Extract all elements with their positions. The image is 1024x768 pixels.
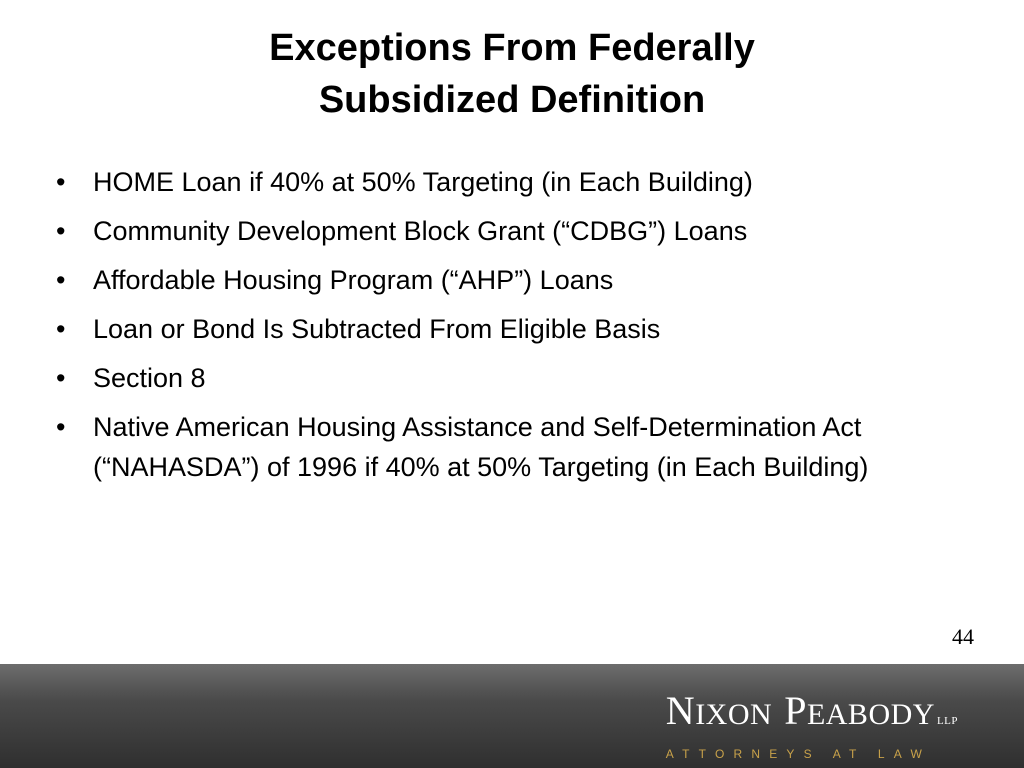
firm-name-initial-p: P <box>784 688 807 733</box>
bullet-text: Native American Housing Assistance and Self-Determination Act (“NAHASDA”) of 1996 if 40% at 50% Targeting (in Each Building) <box>93 412 869 482</box>
page-number: 44 <box>952 624 974 649</box>
bullet-marker: • <box>56 216 66 246</box>
bullet-text: Affordable Housing Program (“AHP”) Loans <box>93 265 614 295</box>
firm-name-llp: LLP <box>936 715 958 727</box>
bullet-item <box>56 309 956 349</box>
firm-name-ixon: IXON <box>695 698 773 731</box>
bullet-text: Section 8 <box>93 363 206 393</box>
firm-name-eabody: EABODY <box>806 698 935 731</box>
bullet-item <box>56 211 956 251</box>
bullet-marker: • <box>56 167 66 197</box>
bullet-item <box>56 260 956 300</box>
bullet-marker: • <box>56 265 66 295</box>
footer-band <box>0 664 1024 768</box>
slide-title-line-2: Subsidized Definition <box>318 79 706 121</box>
bullet-text: HOME Loan if 40% at 50% Targeting (in Each Building) <box>93 167 753 197</box>
bullet-list <box>56 162 956 496</box>
firm-tagline: ATTORNEYS AT LAW <box>665 747 932 761</box>
bullet-marker: • <box>56 412 66 442</box>
bullet-text: Community Development Block Grant (“CDBG”) Loans <box>93 216 748 246</box>
firm-name-initial-n: N <box>665 688 696 733</box>
bullet-item <box>56 162 956 202</box>
bullet-item <box>56 407 956 487</box>
firm-name <box>666 689 958 743</box>
bullet-marker: • <box>56 314 66 344</box>
bullet-item <box>56 358 956 398</box>
firm-logo <box>666 689 958 761</box>
slide-title <box>0 22 1024 126</box>
slide-title-line-1: Exceptions From Federally <box>269 27 755 69</box>
bullet-text: Loan or Bond Is Subtracted From Eligible Basis <box>93 314 661 344</box>
bullet-marker: • <box>56 363 66 393</box>
